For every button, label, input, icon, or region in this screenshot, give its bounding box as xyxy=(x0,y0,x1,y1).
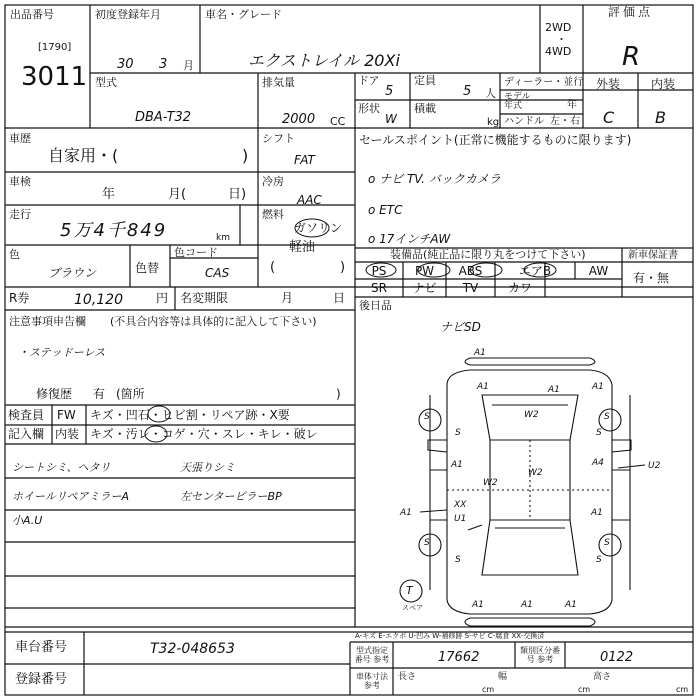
recycle-value: 10,120 xyxy=(74,292,123,308)
mileage-value: 5万4千849 xyxy=(60,220,168,241)
repair-close: ) xyxy=(336,387,341,401)
lot-small-number: [1790] xyxy=(38,42,72,53)
inspector-label-1: 検査員 xyxy=(8,408,45,422)
length-label: 長さ xyxy=(398,672,417,682)
lot-number: 3011 xyxy=(21,62,88,92)
model-label: 型式 xyxy=(95,76,117,89)
history-label: 車歴 xyxy=(9,132,31,145)
history-value: 自家用・( xyxy=(48,146,119,165)
registration-year: 30 xyxy=(117,57,134,72)
shift-label: シフト xyxy=(262,132,295,145)
deadline-month: 月 xyxy=(281,291,294,305)
exterior-value: C xyxy=(603,108,615,127)
inspector-label-2: 記入欄 xyxy=(8,427,45,441)
color-code-label: 色コード xyxy=(174,246,218,259)
fuel-open: ( xyxy=(270,260,276,275)
shape-label: 形状 xyxy=(358,102,380,115)
fuel-gas: ガソリン xyxy=(294,221,343,235)
drive-4wd: 4WD xyxy=(545,45,572,58)
shift-value: FAT xyxy=(294,153,315,167)
rust-mark: S xyxy=(455,555,461,565)
damage-mark: A1 xyxy=(521,600,533,610)
damage-mark: A4 xyxy=(592,458,604,468)
fuel-label: 燃料 xyxy=(262,208,284,221)
load-unit: kg xyxy=(487,117,500,128)
remark-left-2: ホイールリペアミラーA xyxy=(12,490,130,503)
shape-value: W xyxy=(385,112,397,126)
car-name-label: 車名・グレード xyxy=(205,8,282,21)
exterior-label: 外装 xyxy=(596,77,621,91)
registration-month: 3 xyxy=(159,57,168,72)
ac-label: 冷房 xyxy=(262,175,284,188)
spare-tire-mark: T xyxy=(406,584,413,597)
ac-value: AAC xyxy=(297,193,322,207)
inspection-day: 日) xyxy=(228,187,247,202)
registration-month-unit: 月 xyxy=(183,59,194,72)
deadline-label: 名変期限 xyxy=(180,291,229,305)
inspection-label: 車検 xyxy=(9,175,31,188)
lot-label: 出品番号 xyxy=(10,8,54,21)
seats-value: 5 xyxy=(463,84,472,99)
damage-mark: A1 xyxy=(591,508,603,518)
interior-label: 内装 xyxy=(651,77,676,91)
rust-mark: S xyxy=(424,538,430,548)
damage-mark: U1 xyxy=(454,514,467,524)
damage-mark: A1 xyxy=(565,600,577,610)
notes-sub: (不具合内容等は具体的に記入して下さい) xyxy=(110,315,317,328)
class-value: 0122 xyxy=(600,650,634,665)
inspection-year: 年 xyxy=(102,187,116,202)
equip-navi: ナビ xyxy=(412,281,437,295)
chassis-label: 車台番号 xyxy=(15,640,68,655)
equip-ps: PS xyxy=(371,264,387,278)
color-value: ブラウン xyxy=(48,266,97,280)
rust-mark: S xyxy=(604,412,610,422)
damage-mark: W2 xyxy=(483,478,498,488)
after-market-label: 後日品 xyxy=(359,299,392,312)
remark-right-1: 天張りシミ xyxy=(180,461,235,474)
fw-line: キズ・凹石・ヒビ割・リペア跡・X要 xyxy=(90,408,290,422)
damage-mark: A1 xyxy=(474,348,486,358)
rust-mark: S xyxy=(596,555,602,565)
history-close: ) xyxy=(242,146,249,165)
equip-tv: TV xyxy=(462,281,479,295)
selling-point-1: o ナビ TV. バックカメラ xyxy=(368,172,501,186)
type-cert-value: 17662 xyxy=(438,650,480,665)
deadline-day: 日 xyxy=(333,291,346,305)
seats-label: 定員 xyxy=(414,74,436,87)
grade-label: 評価点 xyxy=(608,5,654,19)
after-market-value: ナビSD xyxy=(440,320,481,334)
notes-label: 注意事項申告欄 xyxy=(9,315,86,328)
dims-label: 車体寸法 参考 xyxy=(356,672,388,690)
warranty-value: 有・無 xyxy=(633,271,670,285)
model-value: DBA-T32 xyxy=(135,110,192,125)
damage-mark: U2 xyxy=(648,461,661,471)
interior-check-line: キズ・汚レ・コゲ・穴・スレ・キレ・破レ xyxy=(90,427,318,441)
class-label: 類別区分番号 参考 xyxy=(520,646,560,664)
handle-options: 左・右 xyxy=(550,116,580,127)
equip-aw: AW xyxy=(588,264,609,278)
rust-mark: S xyxy=(455,428,461,438)
repair-label: 修復歴 xyxy=(36,387,73,401)
chassis-value: T32-048653 xyxy=(150,641,235,657)
damage-mark: A1 xyxy=(400,508,412,518)
handle-label: ハンドル xyxy=(504,116,544,127)
rust-mark: S xyxy=(596,428,602,438)
equip-pw: PW xyxy=(414,264,435,278)
displacement-label: 排気量 xyxy=(262,76,295,89)
damage-mark: A1 xyxy=(592,382,604,392)
interior-check-label: 内装 xyxy=(55,427,80,441)
equip-sr: SR xyxy=(371,281,387,295)
damage-legend: A-キズ E-エクボ U-凹み W-補修跡 S-サビ C-腐食 XX-交換済 xyxy=(355,632,545,640)
rust-mark: S xyxy=(424,412,430,422)
damage-mark: XX xyxy=(454,500,467,510)
equipment-label: 装備品(純正品に限り丸をつけて下さい) xyxy=(390,248,586,261)
remark-left-3: 小A.U xyxy=(12,514,43,527)
recycle-unit: 円 xyxy=(156,291,169,305)
equip-abs: ABS xyxy=(458,264,483,278)
height-unit: cm xyxy=(676,685,689,694)
damage-mark: A1 xyxy=(477,382,489,392)
damage-mark: A1 xyxy=(548,385,560,395)
mileage-unit: km xyxy=(216,233,230,243)
length-unit: cm xyxy=(482,685,495,694)
type-cert-label: 型式指定番号 参考 xyxy=(354,646,390,664)
doors-label: ドア xyxy=(358,74,380,87)
selling-point-2: o ETC xyxy=(368,203,403,217)
notes-item: ・ステッドーレス xyxy=(18,346,106,359)
selling-points-label: セールスポイント(正常に機能するものに限ります) xyxy=(359,133,632,147)
repair-value: 有 xyxy=(93,387,106,401)
mileage-label: 走行 xyxy=(9,208,31,221)
drive-dot: ・ xyxy=(556,33,567,46)
width-label: 幅 xyxy=(498,672,508,682)
remark-left-1: シートシミ、ヘタリ xyxy=(12,461,111,474)
damage-mark: A1 xyxy=(451,460,463,470)
fuel-diesel: 軽油 xyxy=(289,240,316,255)
drive-2wd: 2WD xyxy=(545,21,572,34)
damage-mark: A1 xyxy=(472,600,484,610)
color-label: 色 xyxy=(9,248,20,261)
equip-leather: カワ xyxy=(507,281,532,295)
rust-mark: S xyxy=(604,538,610,548)
displacement-unit: CC xyxy=(330,115,346,128)
damage-mark: W2 xyxy=(528,468,543,478)
car-name-value: エクストレイル 20Xi xyxy=(248,51,400,70)
fuel-close: ) xyxy=(340,260,346,275)
interior-value: B xyxy=(655,108,666,127)
height-label: 高さ xyxy=(593,672,612,682)
spare-tire-label: スペア xyxy=(402,604,423,612)
inspection-month: 月( xyxy=(168,187,187,202)
warranty-label: 新車保証書 xyxy=(628,250,678,261)
registration-number-label: 登録番号 xyxy=(15,672,68,687)
repaint-label: 色替 xyxy=(135,261,160,275)
remark-right-2: 左センターピラーBP xyxy=(180,490,282,503)
car-diagram xyxy=(400,358,645,626)
width-unit: cm xyxy=(578,685,591,694)
selling-point-3: o 17インチAW xyxy=(368,232,451,246)
grade-value: R xyxy=(622,42,641,72)
dealer-label: ディーラー・並行 xyxy=(504,77,584,88)
damage-mark: W2 xyxy=(524,410,539,420)
recycle-label: R券 xyxy=(9,291,30,305)
doors-value: 5 xyxy=(385,84,394,99)
color-code-value: CAS xyxy=(205,266,230,280)
repair-rest: (箇所 xyxy=(116,387,145,401)
equip-airbag: エアB xyxy=(518,264,552,278)
registration-label: 初度登録年月 xyxy=(95,8,161,21)
load-label: 積載 xyxy=(414,102,436,115)
model-year-label: モデル年式 xyxy=(504,92,531,111)
year-unit: 年 xyxy=(567,100,577,111)
seats-unit: 人 xyxy=(485,87,496,100)
fw-label: FW xyxy=(57,408,76,422)
displacement-value: 2000 xyxy=(282,112,316,127)
